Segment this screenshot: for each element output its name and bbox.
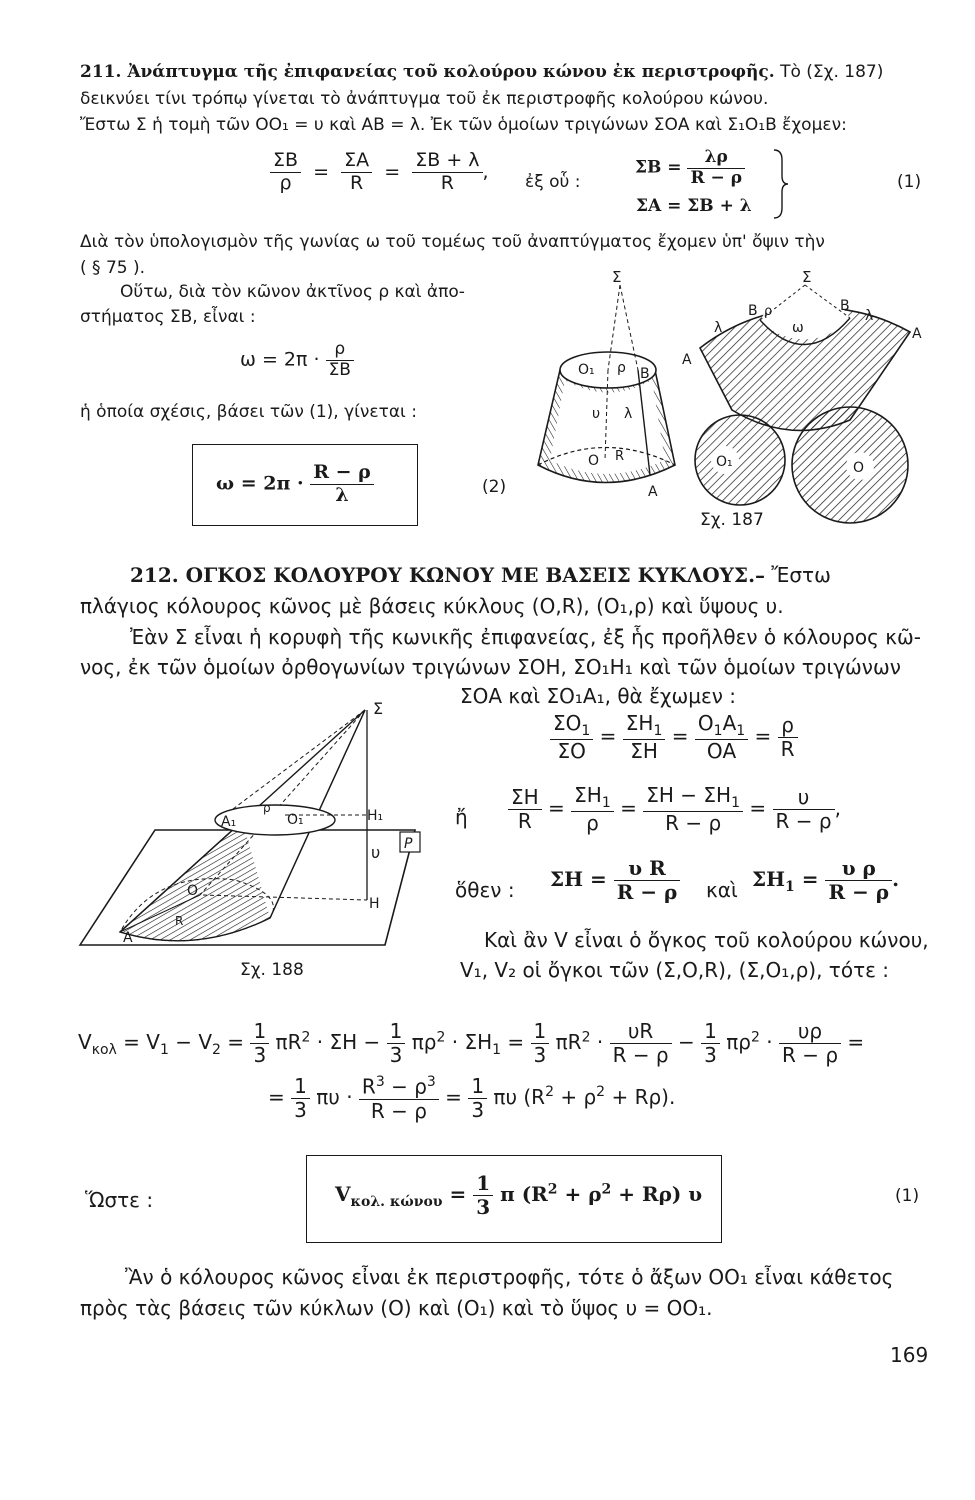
svg-text:ρ: ρ bbox=[617, 360, 626, 376]
fig-187-caption: Σχ. 187 bbox=[700, 510, 764, 530]
svg-text:Σ: Σ bbox=[373, 700, 384, 718]
last-line1: Ἂν ὁ κόλουρος κῶνος εἶναι ἐκ περιστροφῆς, τότε ὁ ἄξων ΟΟ₁ εἶναι κάθετος bbox=[125, 1265, 894, 1289]
eq-ex-ou: ἐξ οὗ : bbox=[525, 172, 581, 192]
svg-text:B: B bbox=[748, 303, 758, 319]
svg-text:O: O bbox=[853, 460, 865, 476]
svg-text:O: O bbox=[588, 453, 600, 469]
eq-omega: ω = 2π · $\frac{\rho}{\Sigma B}$ bbox=[240, 340, 354, 380]
svg-text:υ: υ bbox=[592, 406, 601, 422]
eq-kai: καὶ bbox=[706, 878, 738, 902]
svg-text:O: O bbox=[187, 883, 199, 899]
section-211-heading bbox=[80, 62, 883, 82]
svg-text:O₁: O₁ bbox=[578, 362, 595, 378]
vol-line1: Καὶ ἂν V εἶναι ὁ ὄγκος τοῦ κολούρου κώνου, bbox=[484, 928, 929, 952]
figure-187 bbox=[520, 270, 940, 530]
eq-ratio-211: $\frac{\Sigma B}{\rho}$ = $\frac{\Sigma A}{R}$ = $\frac{\Sigma B + \lambda}{R}$ , bbox=[270, 150, 489, 195]
final-formula: $V_{\kappa o\lambda. \kappa ώ\nu o\upsilon}$ = $\frac{1}{3}$ π $(R^2 + \rho^2 + R\rho)$ υ bbox=[335, 1171, 703, 1219]
eq-sh: ΣΗ = $\frac{\text{υ R}}{R - \rho}$ bbox=[550, 857, 680, 904]
eq-ratio-chain2: $\frac{\Sigma H}{R}$ = $\frac{\Sigma H_1}{\rho}$ = $\frac{\Sigma H - \Sigma H_1}{R - \rho}$ = $\frac{\upsilon}{R - \rho}$ , bbox=[508, 784, 841, 835]
para1-line2: στήματος ΣΒ, εἶναι : bbox=[80, 307, 256, 327]
svg-text:B: B bbox=[640, 366, 650, 382]
eq-2-number: (2) bbox=[482, 477, 507, 497]
svg-text:A: A bbox=[912, 326, 922, 342]
svg-text:A: A bbox=[648, 484, 658, 500]
angle-line2: ( § 75 ). bbox=[80, 258, 146, 278]
svg-text:R: R bbox=[615, 449, 625, 464]
svg-text:P: P bbox=[404, 836, 413, 852]
svg-text:λ: λ bbox=[714, 320, 723, 336]
s212-line3: νος, ἐκ τῶν ὁμοίων ὀρθογωνίων τριγώνων ΣΟΗ, ΣΟ₁Η₁ καὶ τῶν ὁμοίων τριγώνων bbox=[80, 655, 901, 679]
eq-omega-result: ω = 2π · $\frac{R - \rho}{\lambda}$ bbox=[216, 462, 374, 507]
fig-188-caption: Σχ. 188 bbox=[240, 960, 304, 980]
svg-text:A: A bbox=[123, 930, 133, 946]
s212-line2: Ἐὰν Σ εἶναι ἡ κορυφὴ τῆς κωνικῆς ἐπιφανείας, ἐξ ἧς προῆλθεν ὁ κόλουρος κῶ- bbox=[130, 625, 921, 649]
para1-line1: Οὕτω, διὰ τὸν κῶνον ἀκτῖνος ρ καὶ ἀπο- bbox=[120, 282, 465, 302]
svg-text:R: R bbox=[175, 914, 184, 928]
eq-sh1: $\Sigma H_1$ = $\frac{\text{υ ρ}}{R - \rho}$ . bbox=[752, 856, 900, 904]
eq-sa: ΣΑ = ΣΒ + λ bbox=[636, 196, 752, 216]
section-212-title-tail: Ἔστω bbox=[771, 563, 831, 587]
s212-line1: πλάγιος κόλουρος κῶνος μὲ βάσεις κύκλους (Ο,R), (Ο₁,ρ) καὶ ὕψους υ. bbox=[80, 594, 784, 618]
svg-text:λ: λ bbox=[624, 406, 633, 422]
svg-text:υ: υ bbox=[371, 843, 381, 862]
vol-line2: V₁, V₂ οἱ ὄγκοι τῶν (Σ,Ο,R), (Σ,Ο₁,ρ), τότε : bbox=[460, 958, 890, 982]
section-211-intro-ref: Τὸ (Σχ. 187) bbox=[780, 62, 884, 82]
svg-text:A₁: A₁ bbox=[221, 814, 237, 830]
eq-volume-derivation: $V_{\kappa o\lambda} = V_1 - V_2$ = $\frac{1}{3}$ $\pi R^2 \cdot \Sigma H$ − $\frac{1}{3}$ $\pi\rho^2 \cdot \Sigma H_1$ = $\frac{1}{3}$ $\pi R^2$ · $\frac{\upsilon R}{R - \rho}$ − $\frac{1}{3}$ $\pi\rho^2$ · $\frac{\upsilon\rho}{R - \rho}$ = bbox=[78, 1019, 865, 1067]
section-211-title: 211. Ἀνάπτυγμα τῆς ἐπιφανείας τοῦ κολούρου κώνου ἐκ περιστροφῆς. bbox=[80, 62, 775, 82]
final-formula-number: (1) bbox=[895, 1186, 920, 1206]
small-base-circle bbox=[695, 415, 785, 505]
eq-hothen: ὅθεν : bbox=[455, 878, 515, 902]
svg-text:Σ: Σ bbox=[612, 270, 622, 286]
s212-line4: ΣΟΑ καὶ ΣΟ₁Α₁, θὰ ἔχωμεν : bbox=[460, 684, 737, 708]
svg-text:H₁: H₁ bbox=[367, 808, 384, 824]
page-number: 169 bbox=[890, 1343, 929, 1367]
brace-icon bbox=[772, 148, 790, 220]
eq-211-number: (1) bbox=[897, 172, 922, 192]
section-211-line2: δεικνύει τίνι τρόπῳ γίνεται τὸ ἀνάπτυγμα τοῦ ἐκ περιστροφῆς κολούρου κώνου. bbox=[80, 89, 769, 109]
eq-h-label: ἤ bbox=[455, 805, 468, 829]
last-line2: πρὸς τὰς βάσεις τῶν κύκλων (Ο) καὶ (Ο₁) καὶ τὸ ὕψος υ = ΟΟ₁. bbox=[80, 1296, 713, 1320]
svg-text:ω: ω bbox=[792, 320, 804, 336]
svg-text:ρ: ρ bbox=[764, 304, 773, 319]
section-212-heading bbox=[130, 563, 831, 587]
svg-text:ρ: ρ bbox=[263, 801, 271, 815]
svg-text:Σ: Σ bbox=[802, 270, 812, 286]
svg-text:H: H bbox=[369, 896, 380, 912]
para2: ἡ ὁποία σχέσις, βάσει τῶν (1), γίνεται : bbox=[80, 402, 417, 422]
section-212-title: 212. ΟΓΚΟΣ ΚΟΛΟΥΡΟΥ ΚΩΝΟΥ ΜΕ ΒΑΣΕΙΣ ΚΥΚΛΟΥΣ.– bbox=[130, 563, 766, 587]
svg-text:O₁: O₁ bbox=[716, 454, 733, 470]
svg-text:λ: λ bbox=[865, 308, 874, 324]
svg-text:O₁: O₁ bbox=[287, 812, 304, 828]
figure-188 bbox=[75, 700, 435, 950]
eq-volume-simplified: = $\frac{1}{3}$ πυ · $\frac{R^3 - \rho^3}{R - \rho}$ = $\frac{1}{3}$ πυ $(R^2 + \rho^2 + R\rho)$. bbox=[268, 1073, 676, 1123]
svg-text:A: A bbox=[682, 352, 692, 368]
angle-line1: Διὰ τὸν ὑπολογισμὸν τῆς γωνίας ω τοῦ τομέως τοῦ ἀναπτύγματος ἔχομεν ὑπ' ὄψιν τὴν bbox=[80, 232, 825, 252]
eq-ratio-chain1: $\frac{\Sigma O_1}{\Sigma O}$ = $\frac{\Sigma H_1}{\Sigma H}$ = $\frac{O_1A_1}{OA}$ = $\frac{\rho}{R}$ bbox=[550, 712, 798, 763]
eq-sb: ΣΒ = $\frac{\lambda\rho}{R - \rho}$ bbox=[635, 148, 745, 188]
hoste-label: Ὥστε : bbox=[85, 1188, 154, 1212]
svg-text:B: B bbox=[840, 298, 850, 314]
section-211-line3: Ἔστω Σ ἡ τομὴ τῶν ΟΟ₁ = υ καὶ ΑΒ = λ. Ἐκ τῶν ὁμοίων τριγώνων ΣΟΑ καὶ Σ₁Ο₁Β ἔχομεν: bbox=[80, 115, 847, 135]
